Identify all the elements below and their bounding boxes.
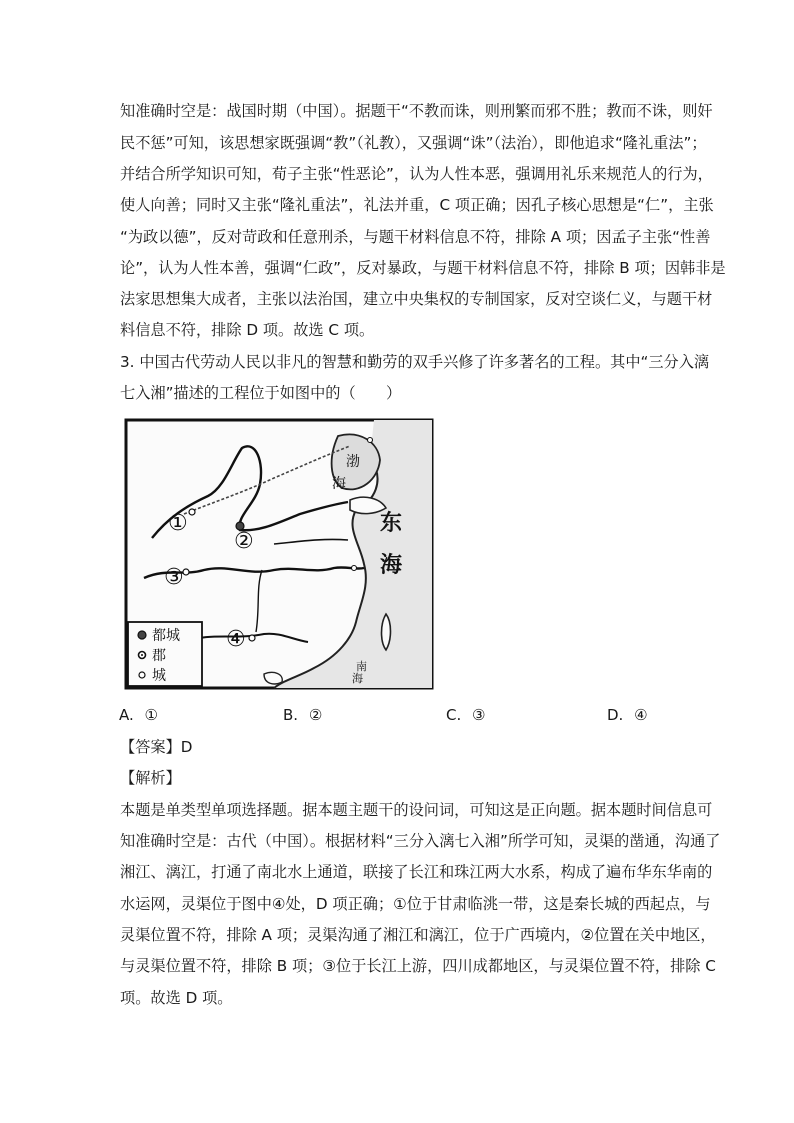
question-text-line: 七入湘”描述的工程位于如图中的（ ） bbox=[120, 384, 402, 402]
analysis-line: 本题是单类型单项选择题。据本题主题干的设问词，可知这是正向题。据本题时间信息可 bbox=[120, 801, 713, 819]
analysis-line: 知准确时空是：古代（中国）。根据材料“三分入漓七入湘”所学可知，灵渠的凿通，沟通了 bbox=[120, 832, 721, 850]
bohai-label-1: 渤 bbox=[346, 454, 360, 470]
analysis-line: 项。故选 D 项。 bbox=[120, 989, 233, 1007]
choice-a[interactable] bbox=[119, 706, 158, 724]
question-text-line: 3. 中国古代劳动人民以非凡的智慧和勤劳的双手兴修了许多著名的工程。其中“三分入漓 bbox=[120, 353, 710, 371]
analysis-line: 与灵渠位置不符，排除 B 项；③位于长江上游，四川成都地区，与灵渠位置不符，排除 C bbox=[120, 957, 716, 975]
marker-2: ② bbox=[234, 529, 254, 554]
choice-value: ③ bbox=[472, 706, 486, 724]
answer-choices bbox=[0, 706, 794, 726]
marker-3: ③ bbox=[164, 565, 184, 590]
east-sea-label-2: 海 bbox=[380, 552, 403, 578]
text-line: 并结合所学知识可知，荀子主张“性恶论”，认为人性本恶，强调用礼乐来规范人的行为， bbox=[120, 165, 713, 183]
legend-capital-label: 都城 bbox=[152, 628, 180, 644]
choice-d[interactable] bbox=[607, 706, 648, 724]
legend-prefecture-label: 郡 bbox=[152, 648, 166, 664]
city-dot bbox=[249, 635, 255, 641]
answer-line: 【答案】D bbox=[120, 738, 193, 756]
text-line: 料信息不符，排除 D 项。故选 C 项。 bbox=[120, 321, 375, 339]
choice-value: ② bbox=[308, 706, 323, 724]
choice-value: ④ bbox=[634, 706, 648, 724]
text-line: 使人向善；同时又主张“隆礼重法”，礼法并重，C 项正确；因孔子核心思想是“仁”，主张 bbox=[120, 196, 714, 214]
legend-city-icon bbox=[139, 672, 145, 678]
analysis-line: 灵渠位置不符，排除 A 项；灵渠沟通了湘江和漓江，位于广西境内，②位置在关中地区， bbox=[120, 926, 716, 944]
text-line: “为政以德”，反对苛政和任意刑杀，与题干材料信息不符，排除 A 项；因孟子主张“性善 bbox=[120, 228, 711, 246]
choice-letter: C. bbox=[446, 706, 462, 724]
analysis-line: 湘江、漓江，打通了南北水上通道，联接了长江和珠江两大水系，构成了遍布华东华南的 bbox=[120, 863, 713, 881]
legend-city-label: 城 bbox=[152, 668, 166, 684]
legend-prefecture-dot bbox=[141, 654, 143, 656]
city-dot bbox=[183, 569, 189, 575]
legend-capital-icon bbox=[138, 631, 146, 639]
map-legend bbox=[128, 622, 202, 686]
choice-c[interactable] bbox=[446, 706, 485, 724]
city-dot bbox=[368, 438, 373, 443]
choice-letter: D. bbox=[607, 706, 624, 724]
south-sea-label-1: 南 bbox=[356, 660, 367, 673]
choice-letter: A. bbox=[119, 706, 134, 724]
analysis-heading: 【解析】 bbox=[120, 769, 181, 787]
bohai-label-2: 海 bbox=[332, 476, 346, 492]
east-sea-label-1: 东 bbox=[380, 510, 403, 536]
text-line: 论”，认为人性本善，强调“仁政”，反对暴政，与题干材料信息不符，排除 B 项；因韩非是 bbox=[120, 259, 726, 277]
hainan-island bbox=[264, 672, 282, 684]
text-line: 知准确时空是：战国时期（中国）。据题干“不教而诛，则刑繁而邪不胜；教而不诛，则奸 bbox=[120, 102, 713, 120]
south-sea-label-2: 海 bbox=[352, 672, 363, 685]
choice-b[interactable] bbox=[283, 706, 322, 724]
choice-value: ① bbox=[144, 706, 158, 724]
city-dot bbox=[189, 509, 195, 515]
text-line: 民不惩”可知，该思想家既强调“教”（礼教），又强调“诛”（法治），即他追求“隆礼重法”； bbox=[120, 134, 707, 152]
marker-1: ① bbox=[168, 511, 188, 536]
china-historical-map bbox=[124, 418, 434, 690]
text-line: 法家思想集大成者，主张以法治国，建立中央集权的专制国家，反对空谈仁义，与题干材 bbox=[120, 290, 713, 308]
taiwan-island bbox=[382, 614, 391, 650]
city-dot bbox=[352, 566, 357, 571]
analysis-line: 水运网，灵渠位于图中④处，D 项正确；①位于甘肃临洮一带，这是秦长城的西起点，与 bbox=[120, 895, 711, 913]
marker-4: ④ bbox=[226, 627, 246, 652]
choice-letter: B. bbox=[283, 706, 299, 724]
